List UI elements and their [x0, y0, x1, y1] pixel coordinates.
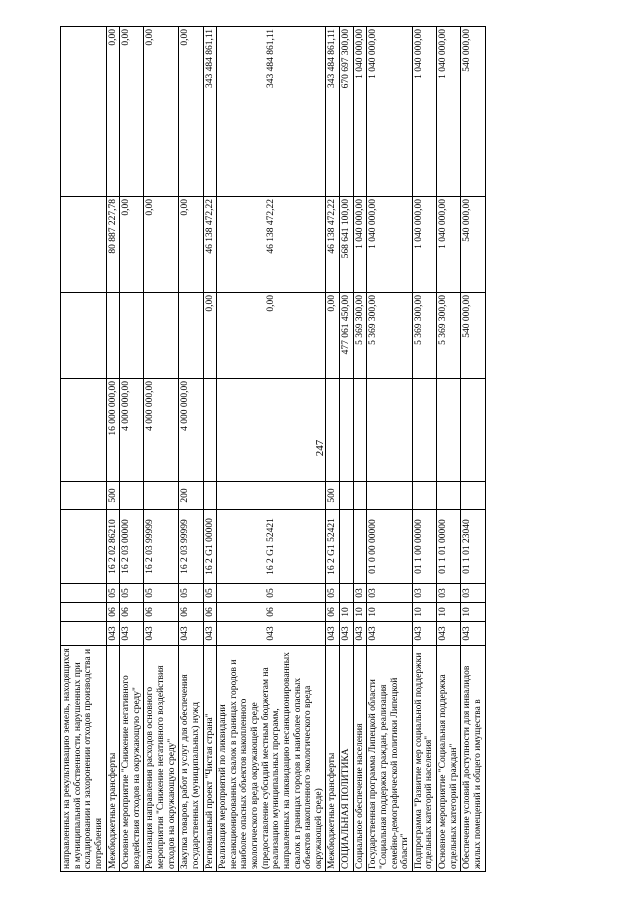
cell-rz: 06 [217, 603, 326, 622]
cell-name: СОЦИАЛЬНАЯ ПОЛИТИКА [340, 646, 354, 872]
cell-vr [144, 482, 179, 510]
cell-sum-1 [412, 379, 436, 482]
cell-vr: 500 [326, 482, 340, 510]
cell-sum-3: 80 887 227,78 [106, 197, 120, 293]
cell-sum-3: 568 641 100,00 [340, 197, 354, 293]
cell-sum-1 [203, 379, 217, 482]
budget-table-viewport [60, 27, 483, 872]
cell-sum-1: 4 000 000,00 [179, 379, 203, 482]
cell-pr [61, 584, 107, 603]
cell-pr: 05 [217, 584, 326, 603]
cell-rz: 10 [367, 603, 413, 622]
cell-sum-2: 5 369 300,00 [412, 293, 436, 379]
cell-csr: 01 1 01 00000 [437, 510, 461, 584]
cell-vr [340, 482, 354, 510]
cell-sum-3: 0,00 [179, 197, 203, 293]
table-row [412, 27, 436, 872]
cell-gr: 043 [106, 622, 120, 646]
cell-gr: 043 [217, 622, 326, 646]
cell-sum-1 [61, 379, 107, 482]
cell-sum-2: 5 369 300,00 [353, 293, 367, 379]
table-row [61, 27, 107, 872]
cell-vr: 500 [106, 482, 120, 510]
table-row [461, 27, 485, 872]
cell-vr [120, 482, 144, 510]
cell-gr: 043 [120, 622, 144, 646]
cell-vr: 200 [179, 482, 203, 510]
cell-name: Обеспечение условий доступности для инвалидов жилых помещений и общего имущества в [461, 646, 485, 872]
cell-name: Реализация направления расходов основного мероприятия "Снижение негативного воздействия отходов на окружающую среду" [144, 646, 179, 872]
cell-rz: 10 [437, 603, 461, 622]
cell-sum-3: 46 138 472,22 [203, 197, 217, 293]
cell-gr: 043 [437, 622, 461, 646]
table-row [326, 27, 340, 872]
cell-pr: 03 [367, 584, 413, 603]
cell-csr [340, 510, 354, 584]
cell-csr: 16 2 03 00000 [120, 510, 144, 584]
cell-vr [353, 482, 367, 510]
cell-gr: 043 [179, 622, 203, 646]
cell-sum-3: 46 138 472,22 [217, 197, 326, 293]
cell-name: Подпрограмма "Развитие мер социальной поддержки отдельных категорий населения" [412, 646, 436, 872]
cell-csr: 01 1 01 23040 [461, 510, 485, 584]
cell-gr: 043 [203, 622, 217, 646]
cell-vr [217, 482, 326, 510]
cell-vr [437, 482, 461, 510]
cell-sum-2: 0,00 [326, 293, 340, 379]
table-row [120, 27, 144, 872]
cell-sum-4: 343 484 861,11 [326, 27, 340, 197]
table-row [106, 27, 120, 872]
cell-sum-2 [179, 293, 203, 379]
cell-csr: 01 0 00 00000 [367, 510, 413, 584]
cell-gr: 043 [461, 622, 485, 646]
cell-sum-4 [61, 27, 107, 197]
cell-sum-1 [437, 379, 461, 482]
cell-pr: 03 [437, 584, 461, 603]
cell-pr [340, 584, 354, 603]
cell-sum-1 [217, 379, 326, 482]
cell-sum-4: 343 484 861,11 [203, 27, 217, 197]
cell-sum-3: 1 040 000,00 [367, 197, 413, 293]
cell-rz: 10 [340, 603, 354, 622]
cell-pr: 03 [412, 584, 436, 603]
table-row [353, 27, 367, 872]
cell-csr: 16 2 02 86210 [106, 510, 120, 584]
page-number: 247 [314, 439, 326, 457]
cell-sum-3: 0,00 [144, 197, 179, 293]
cell-sum-4: 1 040 000,00 [437, 27, 461, 197]
cell-sum-4: 1 040 000,00 [353, 27, 367, 197]
cell-rz: 06 [203, 603, 217, 622]
cell-rz: 06 [326, 603, 340, 622]
cell-name: Основное мероприятие "Снижение негативного воздействия отходов на окружающую среду" [120, 646, 144, 872]
cell-gr: 043 [353, 622, 367, 646]
cell-sum-2 [144, 293, 179, 379]
cell-name: Социальное обеспечение населения [353, 646, 367, 872]
table-row [179, 27, 203, 872]
cell-sum-3: 540 000,00 [461, 197, 485, 293]
cell-pr: 05 [120, 584, 144, 603]
cell-name: Межбюджетные трансферты [326, 646, 340, 872]
cell-sum-2: 0,00 [203, 293, 217, 379]
cell-sum-3: 1 040 000,00 [353, 197, 367, 293]
cell-csr: 16 2 G1 00000 [203, 510, 217, 584]
cell-name: Реализация мероприятий по ликвидации несанкционированных свалок в границах городов и наиболее опасных объектов накопленного экологического вреда окружающей среде (предоставление субсидий местным бюджетам на реализацию муниципальных программ, направленных на ликвидацию несанкционированных свалок в границах городов и наиболее опасных объектов накопленного экологического вреда окружающей среде) [217, 646, 326, 872]
cell-pr: 03 [353, 584, 367, 603]
budget-table [60, 26, 486, 872]
cell-sum-3: 0,00 [120, 197, 144, 293]
cell-sum-1: 16 000 000,00 [106, 379, 120, 482]
cell-sum-1 [461, 379, 485, 482]
cell-sum-4: 540 000,00 [461, 27, 485, 197]
cell-sum-3 [61, 197, 107, 293]
cell-vr [412, 482, 436, 510]
cell-rz: 10 [412, 603, 436, 622]
cell-vr [367, 482, 413, 510]
cell-sum-4: 343 484 861,11 [217, 27, 326, 197]
cell-csr [61, 510, 107, 584]
cell-sum-1: 4 000 000,00 [144, 379, 179, 482]
cell-sum-1 [326, 379, 340, 482]
cell-vr [461, 482, 485, 510]
table-row [217, 27, 326, 872]
cell-gr: 043 [412, 622, 436, 646]
cell-name: Закупка товаров, работ и услуг для обеспечения государственных (муниципальных) нужд [179, 646, 203, 872]
cell-pr: 05 [326, 584, 340, 603]
cell-sum-3: 1 040 000,00 [412, 197, 436, 293]
cell-sum-4: 670 697 300,00 [340, 27, 354, 197]
cell-rz: 10 [461, 603, 485, 622]
cell-gr: 043 [326, 622, 340, 646]
cell-gr: 043 [144, 622, 179, 646]
cell-sum-2: 477 061 450,00 [340, 293, 354, 379]
cell-sum-4: 0,00 [120, 27, 144, 197]
cell-sum-2: 0,00 [217, 293, 326, 379]
cell-sum-1 [340, 379, 354, 482]
cell-sum-4: 0,00 [144, 27, 179, 197]
cell-vr [61, 482, 107, 510]
cell-name: Региональный проект "Чистая страна" [203, 646, 217, 872]
table-row [144, 27, 179, 872]
cell-name: Межбюджетные трансферты [106, 646, 120, 872]
cell-sum-1 [367, 379, 413, 482]
cell-csr: 16 2 03 99999 [144, 510, 179, 584]
table-row [203, 27, 217, 872]
cell-sum-2 [61, 293, 107, 379]
cell-rz: 06 [120, 603, 144, 622]
cell-rz: 06 [144, 603, 179, 622]
cell-sum-1 [353, 379, 367, 482]
cell-pr: 05 [179, 584, 203, 603]
cell-sum-4: 0,00 [106, 27, 120, 197]
budget-table-sheet [60, 27, 483, 872]
cell-pr: 03 [461, 584, 485, 603]
cell-sum-1: 4 000 000,00 [120, 379, 144, 482]
cell-name: Государственная программа Липецкой области "Социальная поддержка граждан, реализация семейно-демографической политики Липецкой области" [367, 646, 413, 872]
cell-pr: 05 [144, 584, 179, 603]
cell-sum-3: 46 138 472,22 [326, 197, 340, 293]
cell-gr: 043 [367, 622, 413, 646]
cell-sum-3: 1 040 000,00 [437, 197, 461, 293]
cell-csr: 16 2 G1 52421 [217, 510, 326, 584]
cell-sum-4: 1 040 000,00 [367, 27, 413, 197]
cell-csr: 16 2 03 99999 [179, 510, 203, 584]
cell-csr: 01 1 00 00000 [412, 510, 436, 584]
cell-sum-2: 5 369 300,00 [437, 293, 461, 379]
cell-csr [353, 510, 367, 584]
budget-table-body [61, 27, 486, 872]
cell-sum-2 [106, 293, 120, 379]
cell-gr: 043 [340, 622, 354, 646]
cell-sum-4: 0,00 [179, 27, 203, 197]
table-row [340, 27, 354, 872]
cell-vr [203, 482, 217, 510]
cell-name: Основное мероприятие "Социальная поддержка отдельных категорий граждан" [437, 646, 461, 872]
cell-pr: 05 [203, 584, 217, 603]
cell-sum-4: 1 040 000,00 [412, 27, 436, 197]
cell-rz: 06 [106, 603, 120, 622]
cell-csr: 16 2 G1 52421 [326, 510, 340, 584]
cell-pr: 05 [106, 584, 120, 603]
cell-sum-2: 540 000,00 [461, 293, 485, 379]
cell-rz: 06 [179, 603, 203, 622]
cell-gr [61, 622, 107, 646]
cell-name: направленных на рекультивацию земель, находящихся в муниципальной собственности, нарушенных при складировании и захоронении отходов производства и потребления [61, 646, 107, 872]
cell-rz [61, 603, 107, 622]
cell-rz: 10 [353, 603, 367, 622]
cell-sum-2 [120, 293, 144, 379]
table-row [367, 27, 413, 872]
cell-sum-2: 5 369 300,00 [367, 293, 413, 379]
table-row [437, 27, 461, 872]
